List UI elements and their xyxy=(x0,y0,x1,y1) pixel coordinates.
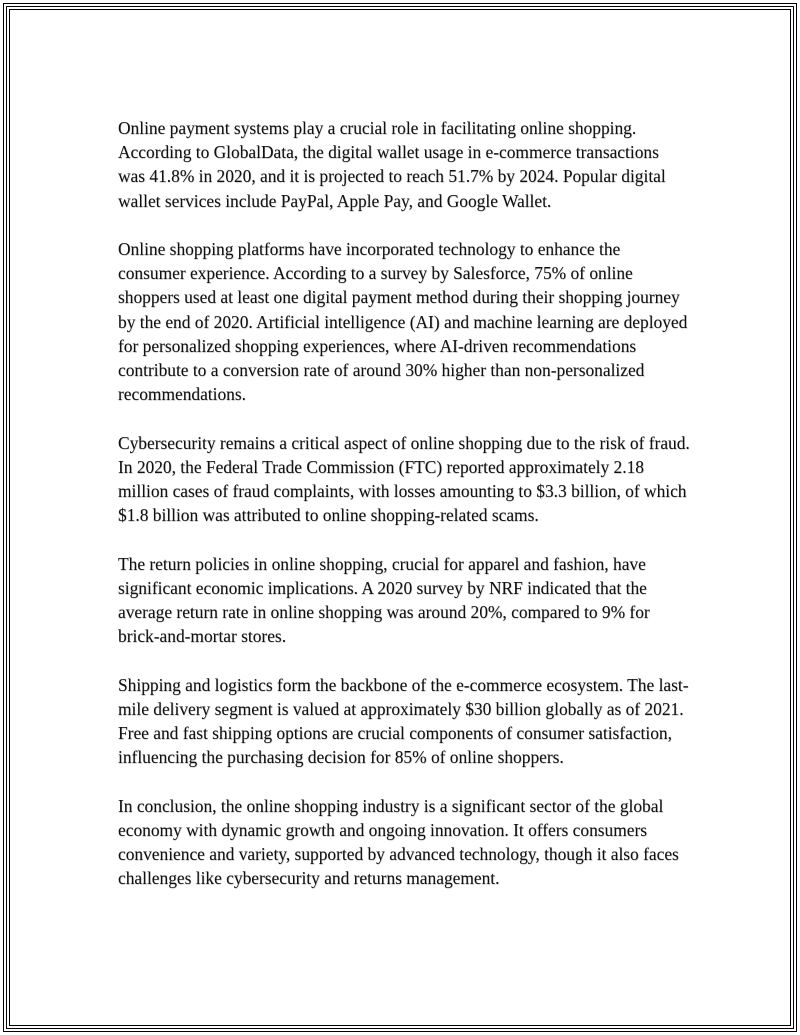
paragraph-cybersecurity: Cybersecurity remains a critical aspect of online shopping due to the risk of fraud. In 2020, the Federal Trade Commission (FTC) reported approximately 2.18 million cases of fraud complaints, with losses amounting to $3.3 billion, of which $1.8 billion was attributed to online shopping-related scams. xyxy=(118,432,690,526)
paragraph-online-payment: Online payment systems play a crucial role in facilitating online shopping. According to GlobalData, the digital wallet usage in e-commerce transactions was 41.8% in 2020, and it is projected to reach 51.7% by 2024. Popular digital wallet services include PayPal, Apple Pay, and Google Wallet. xyxy=(118,118,666,211)
document-body xyxy=(118,116,690,915)
paragraph-shipping-logistics: Shipping and logistics form the backbone of the e-commerce ecosystem. The last-mile delivery segment is valued at approximately $30 billion globally as of 2021. Free and fast shipping options are crucial components of consumer satisfaction, influencing the purchasing decision for 85% of online shoppers. xyxy=(118,674,689,768)
paragraph-conclusion: In conclusion, the online shopping industry is a significant sector of the global economy with dynamic growth and ongoing innovation. It offers consumers convenience and variety, supported by advanced technology, though it also faces challenges like cybersecurity and returns management. xyxy=(118,795,679,889)
paragraph-technology: Online shopping platforms have incorporated technology to enhance the consumer experience. According to a survey by Salesforce, 75% of online shoppers used at least one digital payment method during their shopping journey by the end of 2020. Artificial intelligence (AI) and machine learning are deployed for personalized shopping experiences, where AI-driven recommendations contribute to a conversion rate of around 30% higher than non-personalized recommendations. xyxy=(118,239,688,405)
paragraph-return-policies: The return policies in online shopping, crucial for apparel and fashion, have significant economic implications. A 2020 survey by NRF indicated that the average return rate in online shopping was around 20%, compared to 9% for brick-and-mortar stores. xyxy=(118,553,650,647)
